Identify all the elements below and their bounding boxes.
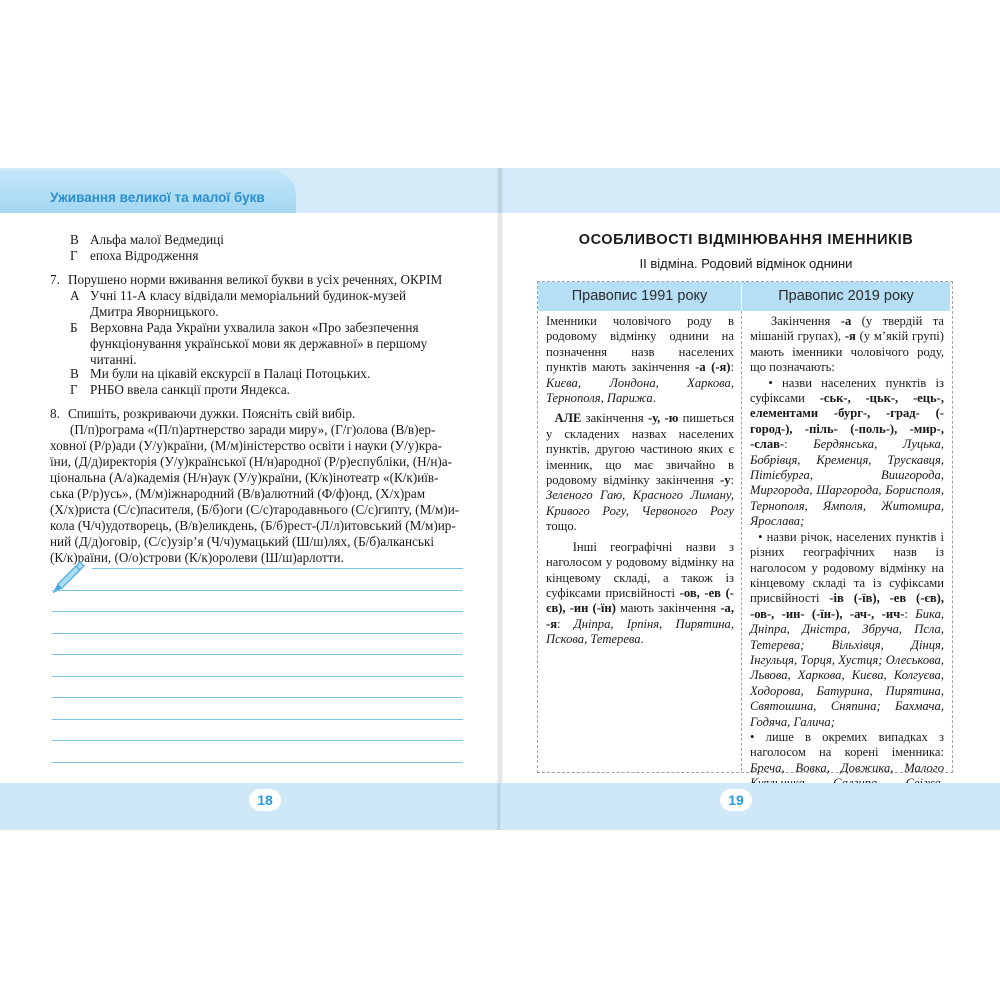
rule-bullet: • назви річок, населених пунктів і різних географічних назв із наголосом у родовому відмінку на кінцевому складі та із суфіксами присвійності -ів (-їв), -ев (-єв), -ов-, -ин- (-їн-), -ач-, -ич-: Бика, Дніпра, Дністра, Збруча, Псла, Тетерева; Вільхівця, Дінця, Інгульця, Торця, Хустця; Олеськова, Львова, Харкова, Києва, Колгуєва, Ходорова, Батурина, Пирятина, Святошина, Сняпина; Бахмача, Годяча, Галича; (750, 529, 945, 729)
book-gutter (497, 168, 503, 830)
q8-text-line: ціональна (А/а)кадемія (Н/н)аук (У/у)країни, (К/к)інотеатр «(К/к)иїв- (50, 470, 439, 485)
table-cell-2019 (750, 314, 944, 807)
rule-paragraph: АЛЕ закінчення -у, -ю пишеться у складених назвах населених пунктів, другою частиною яких є іменник, що має звичайно в родовому відмінку закінчення -у: Зеленого Гаю, Красного Лиману, Кривого Рогу, Червоного Рогу тощо. (546, 411, 734, 534)
q7-option-b-cont1: функціонування української мови як державної» в першому (90, 336, 428, 351)
right-header-band (500, 168, 1000, 213)
q8-text-line: (Х/х)риста (С/с)пасителя, (Б/б)оги (С/с)тародавнього (С/с)гипту, (М/м)и- (50, 502, 460, 517)
q7-option-v: В Ми були на цікавій екскурсії в Палаці Потоцьких. (70, 366, 371, 381)
q8-text-line: ховної (Р/р)ади (У/у)країни, (М/м)іністерство освіти і науки (У/у)кра- (50, 438, 442, 453)
page-title: ОСОБЛИВОСТІ ВІДМІНЮВАННЯ ІМЕННИКІВ (578, 232, 914, 248)
q8-text-line: кола (Ч/ч)удотворець, (В/в)еликдень, (Б/б)рест-(Л/л)итовський (М/м)ир- (50, 518, 456, 533)
option-prev-v: В Альфа малої Ведмедиці (70, 232, 224, 247)
question-7-prompt: 7. Порушено норми вживання великої букви в усіх реченнях, ОКРІМ (50, 272, 443, 287)
page-number-left: 18 (249, 789, 281, 811)
q7-option-a: А Учні 11-А класу відвідали меморіальний будинок-музей (70, 288, 407, 303)
rule-paragraph: Інші географічні назви з наголосом у родовому відмінку на кінцевому складі, а також із суфіксами присвійності -ов, -ев (-єв), -ин (-їн) мають закінчення -а, -я: Дніпра, Ірпіня, Пирятина, Пскова, Тетерева. (546, 539, 735, 647)
table-divider (741, 311, 742, 771)
right-footer-band (500, 783, 1000, 830)
q8-text-line: (К/к)раїни, (О/о)строви (К/к)оролеви (Ш/ш)арлотти. (50, 550, 344, 565)
left-footer-band (0, 783, 500, 830)
answer-line[interactable] (52, 740, 463, 741)
rule-bullet: • лише в окремих випадках з наголосом на корені іменника: Бреча, Вовка, Довжика, Малого (750, 729, 944, 775)
page-subtitle: ІІ відміна. Родовий відмінок однини (639, 256, 853, 271)
q8-text-line: ний (Д/д)оговір, (С/с)узір’я (Ч/ч)умацький (Ш/ш)лях, (Б/б)алканські (50, 534, 435, 549)
q7-option-b-cont2: читанні. (90, 352, 137, 367)
answer-line[interactable] (52, 590, 463, 591)
answer-line[interactable] (92, 568, 463, 569)
page-number-right: 19 (720, 789, 752, 811)
rule-paragraph: Закінчення -а (у твердій та мішаній групах), -я (у м’якій групі) мають іменники чоловічого роду, що позначають: (750, 314, 945, 375)
q8-text-line: їни, (Д/д)иректорія (У/у)країнської (Н/н)ародної (Р/р)еспубліки, (Н/н)а- (50, 454, 453, 469)
rule-paragraph: Іменники чоловічого роду в родовому відмінку однини на позначення назв населених пунктів мають закінчення -а (-я): Києва, Лондона, Харкова, Тернополя, Парижа. (546, 314, 734, 406)
q7-option-b: Б Верховна Рада України ухвалила закон «Про забезпечення (70, 320, 419, 335)
rule-bullet: • назви населених пунктів із суфіксами -ськ-, -цьк-, -ець-, елементами -бург-, -град- (-город-), -піль- (-поль-), -мир-, -слав-: Бердянська, Луцька, Бобрівця, Кременця, Трускавця, Пітієбурга, Вишгорода, Миргорода, Шаргорода, Борисполя, Тернополя, Ямполя, Житомира, Ярослава; (750, 375, 945, 529)
q7-option-a-cont: Дмитра Яворницького. (90, 304, 219, 319)
answer-line[interactable] (52, 719, 463, 720)
question-8-prompt: 8. Спишіть, розкриваючи дужки. Поясніть свій вибір. (50, 406, 356, 421)
table-cell-1991 (546, 314, 734, 648)
answer-line[interactable] (52, 762, 463, 763)
table-header-2019: Правопис 2019 року (742, 282, 950, 311)
q8-text-line: (П/п)рограма «(П/п)артнерство заради миру», (Г/г)олова (В/в)ер- (70, 422, 436, 437)
q7-option-g: Г РНБО ввела санкції проти Яндекса. (70, 382, 290, 397)
answer-line[interactable] (52, 654, 463, 655)
answer-line[interactable] (52, 611, 463, 612)
answer-line[interactable] (52, 697, 463, 698)
answer-line[interactable] (52, 633, 463, 634)
table-header-1991: Правопис 1991 року (538, 282, 741, 311)
answer-line[interactable] (52, 676, 463, 677)
q8-text-line: ська (Р/р)усь», (М/м)іжнародний (В/в)алютний (Ф/ф)онд, (Х/х)рам (50, 486, 426, 501)
section-title: Уживання великої та малої букв (50, 190, 265, 205)
option-prev-g: Г епоха Відродження (70, 248, 199, 263)
